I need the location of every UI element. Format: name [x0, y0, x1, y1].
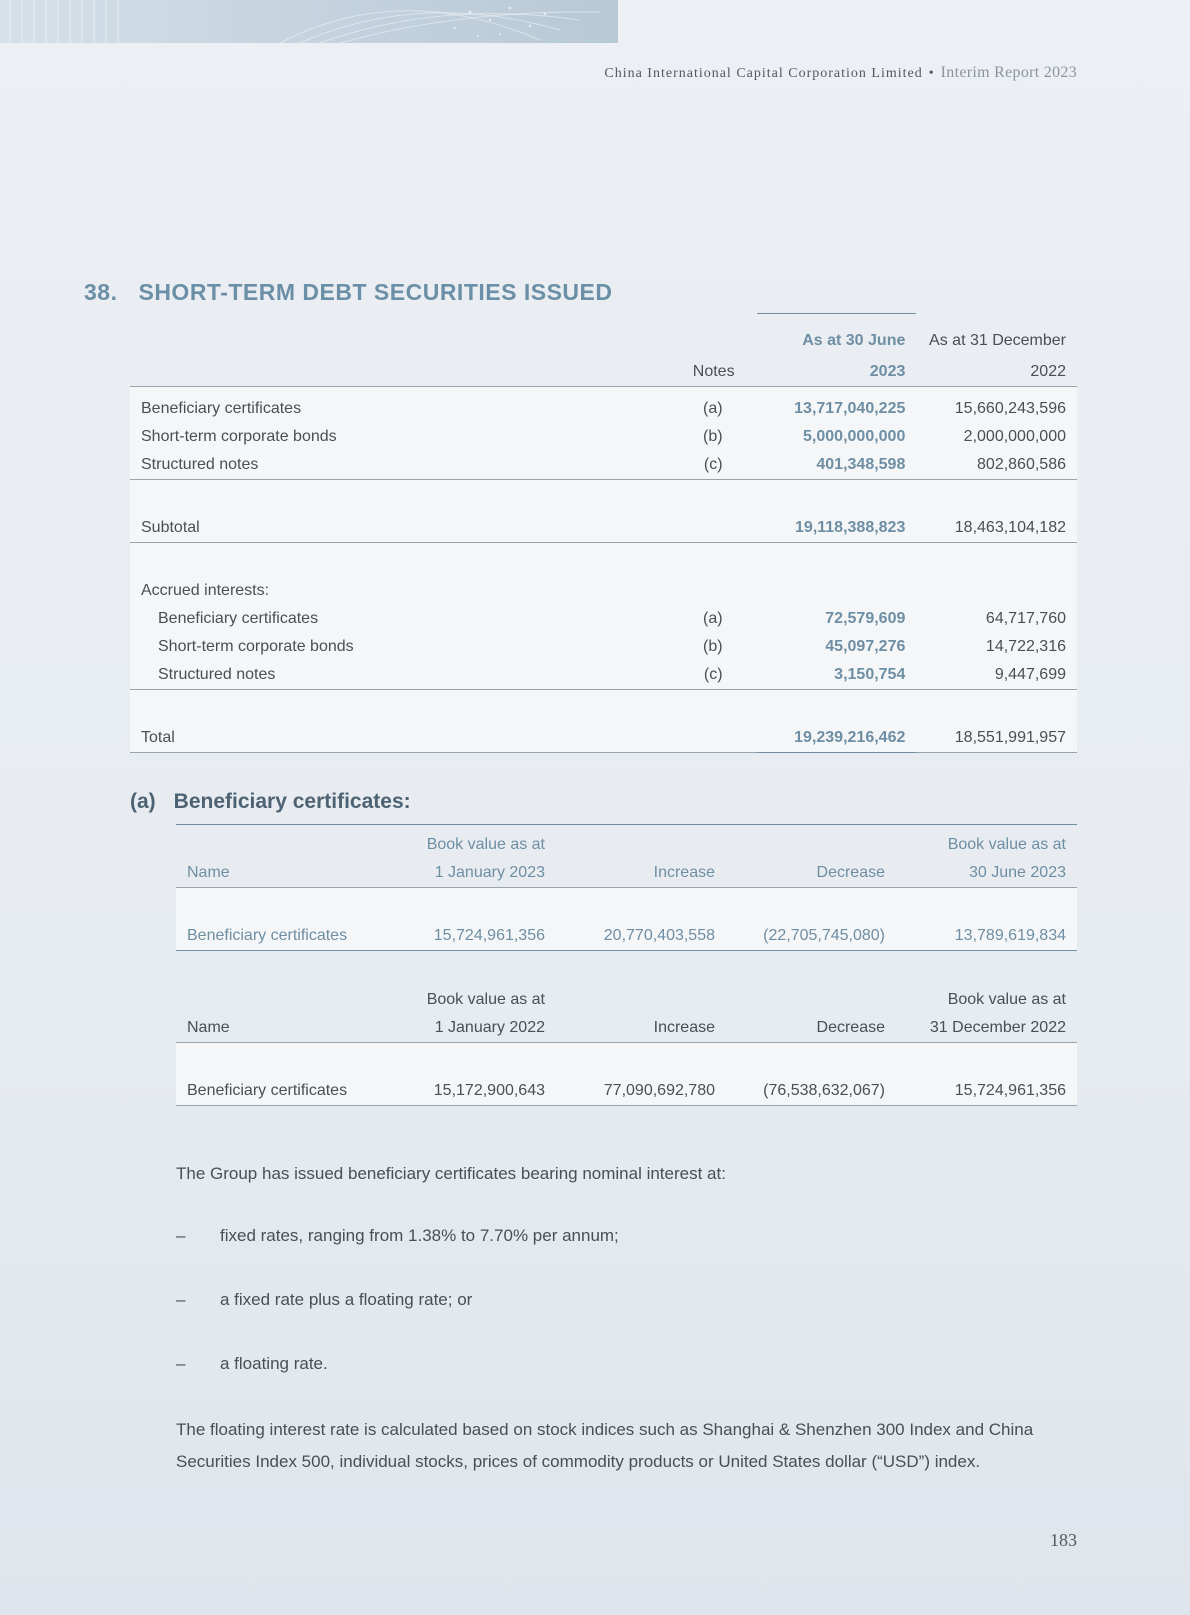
col-notes-header: Notes [583, 358, 756, 387]
beneficiary-certificates-2023-table [176, 824, 1077, 951]
table-row: Beneficiary certificates 15,724,961,356 20,770,403,558 (22,705,745,080) 13,789,619,834 [176, 922, 1077, 951]
table-header-row-1 [130, 314, 1077, 359]
header-separator: • [928, 66, 935, 81]
company-name: China International Capital Corporation Limited [604, 66, 923, 81]
table-row: Structured notes (c) 3,150,754 9,447,699 [130, 661, 1077, 690]
total-row: Total 19,239,216,462 18,551,991,957 [130, 724, 1077, 753]
subsection-heading: Beneficiary certificates: [173, 790, 411, 813]
subtotal-row: Subtotal 19,118,388,823 18,463,104,182 [130, 514, 1077, 543]
table-row: Structured notes (c) 401,348,598 802,860,586 [130, 451, 1077, 480]
table-header-row-1: Book value as at Book value as at [426, 991, 1066, 1008]
list-item: – a fixed rate plus a floating rate; or [176, 1290, 473, 1309]
subsection-title [130, 790, 411, 814]
report-name: Interim Report 2023 [940, 64, 1077, 81]
bullet-dash: – [176, 1290, 186, 1309]
page-number: 183 [1050, 1530, 1077, 1550]
col-prior-header-1: As at 31 December [929, 331, 1066, 349]
table-header-row-1: Book value as at Book value as at [176, 825, 1077, 860]
table-row: Beneficiary certificates (a) 72,579,609 64,717,760 [130, 605, 1077, 633]
closing-paragraph: The floating interest rate is calculated based on stock indices such as Shanghai & Shenzhen 300 Index and China Securities Index 500, individual stocks, prices of commodity products or United States dollar (“USD”) index. [176, 1420, 1034, 1471]
bullet-dash: – [176, 1354, 186, 1373]
short-term-debt-table [130, 313, 1077, 753]
accrued-label-row: Accrued interests: [130, 577, 1077, 605]
section-heading: SHORT-TERM DEBT SECURITIES ISSUED [138, 279, 613, 305]
list-item: – a floating rate. [176, 1354, 328, 1373]
section-title [84, 279, 612, 306]
table-header-row-2 [130, 358, 1077, 387]
col-prior-header-2: 2022 [916, 358, 1077, 387]
header-banner-image [0, 0, 618, 43]
section-number: 38. [84, 279, 118, 305]
list-item: – fixed rates, ranging from 1.38% to 7.70% per annum; [176, 1226, 619, 1245]
page-header [604, 64, 1077, 82]
table-row: Beneficiary certificates 15,172,900,643 77,090,692,780 (76,538,632,067) 15,724,961,356 [176, 1077, 1077, 1106]
bullet-dash: – [176, 1226, 186, 1245]
beneficiary-certificates-2022-table [176, 986, 1077, 1106]
intro-paragraph: The Group has issued beneficiary certificates bearing nominal interest at: [176, 1164, 726, 1183]
table-row: Short-term corporate bonds (b) 5,000,000,000 2,000,000,000 [130, 423, 1077, 451]
col-current-header-2: 2023 [757, 358, 917, 387]
table-row: Beneficiary certificates (a) 13,717,040,225 15,660,243,596 [130, 395, 1077, 423]
col-current-header-1: As at 30 June [757, 314, 917, 359]
table-header-row-2: Name 1 January 2022 Increase Decrease 31 December 2022 [176, 1014, 1077, 1043]
banner-pattern-icon [0, 0, 618, 43]
table-row: Short-term corporate bonds (b) 45,097,276 14,722,316 [130, 633, 1077, 661]
table-header-row-2: Name 1 January 2023 Increase Decrease 30 June 2023 [176, 859, 1077, 888]
subsection-label: (a) [130, 790, 156, 813]
